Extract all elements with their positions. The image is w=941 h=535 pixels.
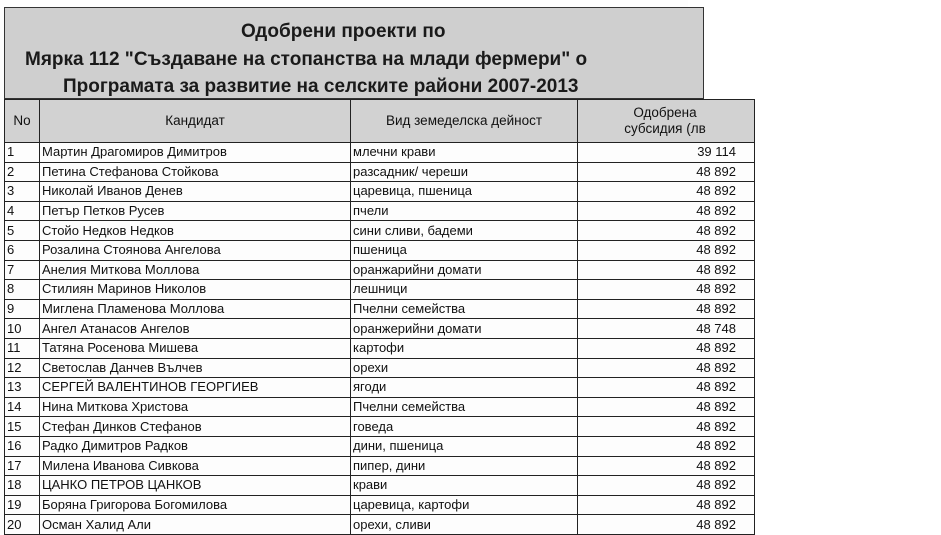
- table-row: [5, 436, 755, 456]
- cell-no: 15: [5, 417, 40, 437]
- table-row: [5, 240, 755, 260]
- cell-no: 14: [5, 397, 40, 417]
- cell-activity: Пчелни семейства: [351, 299, 578, 319]
- cell-candidate: СЕРГЕЙ ВАЛЕНТИНОВ ГЕОРГИЕВ: [40, 378, 351, 398]
- cell-no: 11: [5, 338, 40, 358]
- table-row: [5, 182, 755, 202]
- cell-candidate: Стилиян Маринов Николов: [40, 280, 351, 300]
- cell-subsidy: 48 892: [578, 436, 755, 456]
- title-line-3: Програмата за развитие на селските райони 2007-2013: [63, 76, 579, 97]
- cell-candidate: Петина Стефанова Стойкова: [40, 162, 351, 182]
- table-row: [5, 417, 755, 437]
- cell-candidate: Розалина Стоянова Ангелова: [40, 240, 351, 260]
- cell-candidate: ЦАНКО ПЕТРОВ ЦАНКОВ: [40, 476, 351, 496]
- table-row: [5, 143, 755, 163]
- cell-activity: разсадник/ череши: [351, 162, 578, 182]
- cell-no: 10: [5, 319, 40, 339]
- title-line-1: Одобрени проекти по: [241, 21, 446, 42]
- cell-activity: пчели: [351, 201, 578, 221]
- table-row: [5, 476, 755, 496]
- cell-subsidy: 48 892: [578, 299, 755, 319]
- cell-no: 7: [5, 260, 40, 280]
- cell-subsidy: 48 892: [578, 397, 755, 417]
- cell-activity: царевица, пшеница: [351, 182, 578, 202]
- table-row: [5, 221, 755, 241]
- cell-activity: Пчелни семейства: [351, 397, 578, 417]
- header-subsidy: [578, 100, 755, 143]
- table-row: [5, 162, 755, 182]
- header-activity: Вид земеделска дейност: [351, 100, 578, 143]
- cell-activity: оранжарийни домати: [351, 260, 578, 280]
- table-row: [5, 260, 755, 280]
- cell-candidate: Татяна Росенова Мишева: [40, 338, 351, 358]
- cell-no: 13: [5, 378, 40, 398]
- title-box: [4, 7, 704, 99]
- cell-activity: орехи: [351, 358, 578, 378]
- cell-candidate: Радко Димитров Радков: [40, 436, 351, 456]
- cell-candidate: Нина Миткова Христова: [40, 397, 351, 417]
- table-row: [5, 456, 755, 476]
- cell-no: 8: [5, 280, 40, 300]
- table-row: [5, 201, 755, 221]
- cell-subsidy: 48 892: [578, 476, 755, 496]
- cell-activity: говеда: [351, 417, 578, 437]
- table-row: [5, 397, 755, 417]
- cell-no: 20: [5, 515, 40, 535]
- cell-subsidy: 48 892: [578, 358, 755, 378]
- cell-candidate: Ангел Атанасов Ангелов: [40, 319, 351, 339]
- cell-no: 16: [5, 436, 40, 456]
- cell-activity: царевица, картофи: [351, 495, 578, 515]
- cell-activity: сини сливи, бадеми: [351, 221, 578, 241]
- cell-subsidy: 48 892: [578, 201, 755, 221]
- header-subsidy-line-2: субсидия (лв: [624, 121, 706, 136]
- table-row: [5, 338, 755, 358]
- cell-activity: млечни крави: [351, 143, 578, 163]
- cell-no: 5: [5, 221, 40, 241]
- cell-subsidy: 48 892: [578, 182, 755, 202]
- cell-no: 19: [5, 495, 40, 515]
- table-header-row: [5, 100, 755, 143]
- cell-subsidy: 48 892: [578, 260, 755, 280]
- table-row: [5, 280, 755, 300]
- table-row: [5, 378, 755, 398]
- cell-candidate: Миглена Пламенова Моллова: [40, 299, 351, 319]
- cell-subsidy: 48 892: [578, 495, 755, 515]
- cell-no: 4: [5, 201, 40, 221]
- title-line-2: Мярка 112 "Създаване на стопанства на млади фермери" о: [25, 49, 588, 70]
- header-candidate: Кандидат: [40, 100, 351, 143]
- table-row: [5, 495, 755, 515]
- cell-candidate: Мартин Драгомиров Димитров: [40, 143, 351, 163]
- cell-no: 3: [5, 182, 40, 202]
- cell-subsidy: 48 892: [578, 338, 755, 358]
- cell-no: 1: [5, 143, 40, 163]
- cell-activity: пшеница: [351, 240, 578, 260]
- cell-activity: пипер, дини: [351, 456, 578, 476]
- cell-subsidy: 48 892: [578, 280, 755, 300]
- cell-activity: орехи, сливи: [351, 515, 578, 535]
- cell-no: 2: [5, 162, 40, 182]
- table-row: [5, 358, 755, 378]
- cell-subsidy: 48 892: [578, 240, 755, 260]
- cell-activity: лешници: [351, 280, 578, 300]
- table-row: [5, 515, 755, 535]
- table-row: [5, 319, 755, 339]
- cell-no: 18: [5, 476, 40, 496]
- cell-activity: ягоди: [351, 378, 578, 398]
- cell-no: 9: [5, 299, 40, 319]
- projects-table: [4, 99, 755, 535]
- cell-candidate: Боряна Григорова Богомилова: [40, 495, 351, 515]
- cell-candidate: Петър Петков Русев: [40, 201, 351, 221]
- table-row: [5, 299, 755, 319]
- cell-candidate: Милена Иванова Сивкова: [40, 456, 351, 476]
- cell-subsidy: 48 748: [578, 319, 755, 339]
- cell-no: 12: [5, 358, 40, 378]
- cell-subsidy: 39 114: [578, 143, 755, 163]
- cell-subsidy: 48 892: [578, 515, 755, 535]
- cell-candidate: Светослав Данчев Вълчев: [40, 358, 351, 378]
- cell-subsidy: 48 892: [578, 162, 755, 182]
- cell-candidate: Николай Иванов Денев: [40, 182, 351, 202]
- cell-subsidy: 48 892: [578, 221, 755, 241]
- cell-candidate: Стойо Недков Недков: [40, 221, 351, 241]
- cell-no: 17: [5, 456, 40, 476]
- cell-activity: оранжерийни домати: [351, 319, 578, 339]
- cell-candidate: Анелия Миткова Моллова: [40, 260, 351, 280]
- cell-activity: картофи: [351, 338, 578, 358]
- cell-subsidy: 48 892: [578, 417, 755, 437]
- header-no: No: [5, 100, 40, 143]
- cell-candidate: Стефан Динков Стефанов: [40, 417, 351, 437]
- cell-no: 6: [5, 240, 40, 260]
- cell-subsidy: 48 892: [578, 378, 755, 398]
- cell-subsidy: 48 892: [578, 456, 755, 476]
- cell-activity: крави: [351, 476, 578, 496]
- header-subsidy-line-1: Одобрена: [633, 105, 697, 120]
- cell-activity: дини, пшеница: [351, 436, 578, 456]
- cell-candidate: Осман Халид Али: [40, 515, 351, 535]
